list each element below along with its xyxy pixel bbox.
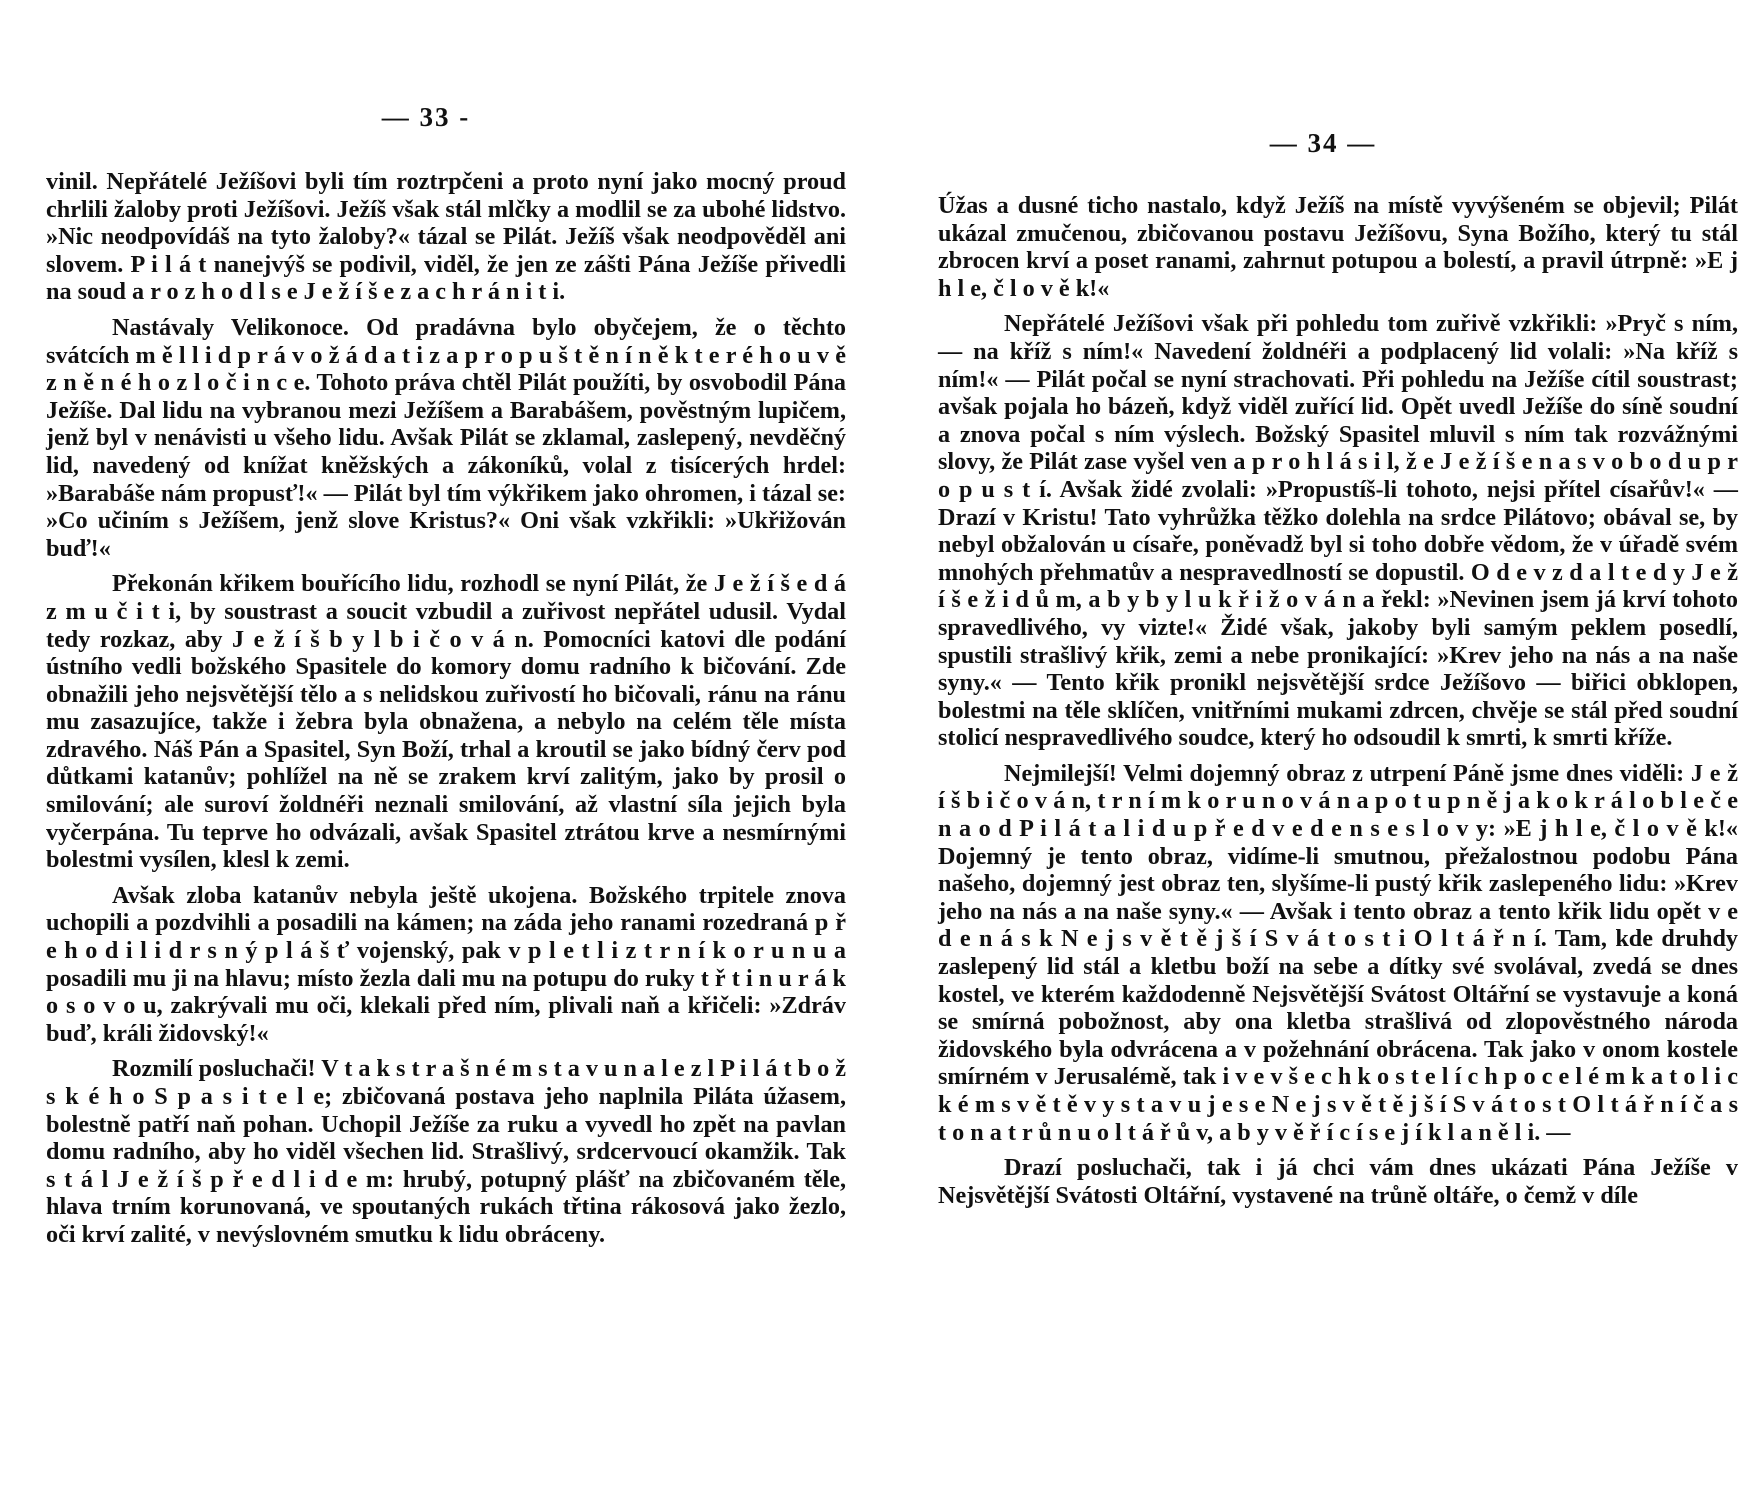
paragraph: Úžas a dusné ticho nastalo, když Ježíš na místě vyvýšeném se objevil; Pilát ukázal zmučenou, zbičovanou postavu Ježíšovu, Syna Božího, který tu stál zbrocen krví a poset ranami, zahrnut potupou a bolestí, a pravil útrpně: »E j h l e, č l o v ě k!«: [938, 192, 1738, 302]
paragraph: vinil. Nepřátelé Ježíšovi byli tím roztrpčeni a proto nyní jako mocný proud chrlili žaloby proti Ježíšovi. Ježíš však stál mlčky a modlil se za ubohé lidstvo. »Nic neodpovídáš na tyto žaloby?« tázal se Pilát. Ježíš však neodpověděl ani slovem. P i l á t nanejvýš se podivil, viděl, že jen ze zášti Pána Ježíše přivedli na soud a r o z h o d l s e J e ž í š e z a c h r á n i t i.: [46, 168, 846, 306]
right-page: [938, 0, 1738, 1209]
paragraph: Nastávaly Velikonoce. Od pradávna bylo obyčejem, že o těchto svátcích m ě l l i d p r á v o ž á d a t i z a p r o p u š t ě n í n ě k t e r é h o u v ě z n ě n é h o z l o č i n c e. Tohoto práva chtěl Pilát použíti, by osvobodil Pána Ježíše. Dal lidu na vybranou mezi Ježíšem a Barabášem, pověstným lupičem, jenž byl v nenávisti u všeho lidu. Avšak Pilát se zklamal, zaslepený, nevděčný lid, navedený od knížat kněžských a zákoníků, volal z tisícerých hrdel: »Barabáše nám propusť!« — Pilát byl tím výkřikem jako ohromen, i tázal se: »Co učiním s Ježíšem, jenž slove Kristus?« Oni však vzkřikli: »Ukřižován buď!«: [46, 313, 846, 562]
paragraph: Nejmilejší! Velmi dojemný obraz z utrpení Páně jsme dnes viděli: J e ž í š b i č o v á n, t r n í m k o r u n o v á n a p o t u p n ě j a k o k r á l o b l e č e n a o d P i l á t a l i d u p ř e d v e d e n s e s l o v y: »E j h l e, č l o v ě k!« Dojemný je tento obraz, vidíme-li smutnou, přežalostnou podobu Pána našeho, dojemný jest obraz ten, slyšíme-li pustý křik zaslepeného lidu: »Krev jeho na nás a na naše syny.« — Avšak i tento obraz a tento křik lidu opět v e d e n á s k N e j s v ě t ě j š í S v á t o s t i O l t á ř n í. Tam, kde druhdy zaslepený lid stál a kletbu boží na sebe a dítky své svolával, zvedá se dnes kostel, ve kterém každodenně Nejsvětější Svátost Oltářní se vystavuje a koná se smírná pobožnost, aby ona kletba strašlivá od zlopověstného národa židovského byla odvrácena a v požehnání obrácena. Tak jako v onom kostele smírném v Jerusalémě, tak i v e v š e c h k o s t e l í c h p o c e l é m k a t o l i c k é m s v ě t ě v y s t a v u j e s e N e j s v ě t ě j š í S v á t o s t O l t á ř n í č a s t o n a t r ů n u o l t á ř ů v, a b y v ě ř í c í s e j í k l a n ě l i. —: [938, 759, 1738, 1146]
paragraph: Drazí posluchači, tak i já chci vám dnes ukázati Pána Ježíše v Nejsvětější Svátosti Oltářní, vystavené na trůně oltáře, o čemž v díle: [938, 1154, 1738, 1209]
left-page: [46, 0, 846, 1249]
page-number: — 33 -: [381, 102, 471, 132]
page-number: — 34 —: [1269, 128, 1377, 158]
paragraph: Překonán křikem bouřícího lidu, rozhodl se nyní Pilát, že J e ž í š e d á z m u č i t i, by soustrast a soucit vzbudil a zuřivost nepřátel udusil. Vydal tedy rozkaz, aby J e ž í š b y l b i č o v á n. Pomocníci katovi dle podání ústního vedli božského Spasitele do komory domu radního k bičování. Zde obnažili jeho nejsvětější tělo a s nelidskou zuřivostí ho bičovali, ránu na ránu mu zasazujíce, takže i žebra byla obnažena, a nebylo na celém těle místa zdravého. Náš Pán a Spasitel, Syn Boží, trhal a kroutil se jako bídný červ pod důtkami katanův; pohlížel na ně se zrakem krví zalitým, jako by prosil o smilování; ale suroví žoldnéři neznali smilování, až vlastní síla jejich byla vyčerpána. Tu teprve ho odvázali, avšak Spasitel ztrátou krve a nesmírnými bolestmi vysílen, klesl k zemi.: [46, 570, 846, 874]
paragraph: Avšak zloba katanův nebyla ještě ukojena. Božského trpitele znova uchopili a pozdvihli a posadili na kámen; na záda jeho ranami rozedraná p ř e h o d i l i d r s n ý p l á š ť vojenský, pak v p l e t l i z t r n í k o r u n u a posadili mu ji na hlavu; místo žezla dali mu na potupu do ruky t ř t i n u r á k o s o v o u, zakrývali mu oči, klekali před ním, plivali naň a křičeli: »Zdráv buď, králi židovský!«: [46, 881, 846, 1047]
paragraph: Rozmilí posluchači! V t a k s t r a š n é m s t a v u n a l e z l P i l á t b o ž s k é h o S p a s i t e l e; zbičovaná postava jeho naplnila Piláta úžasem, bolestně patří naň pohan. Uchopil Ježíše za ruku a vyvedl ho zpět na pavlan domu radního, aby ho viděl všechen lid. Strašlivý, srdcervoucí okamžik. Tak s t á l J e ž í š p ř e d l i d e m: hrubý, potupný plášť na zbičovaném těle, hlava trním korunovaná, ve spoutaných rukách třtina rákosová jako žezlo, oči krví zalité, v nevýslovném smutku k lidu obráceny.: [46, 1055, 846, 1248]
paragraph: Nepřátelé Ježíšovi však při pohledu tom zuřivě vzkřikli: »Pryč s ním, — na kříž s ním!« Navedení žoldnéři a podplacený lid volali: »Na kříž s ním!« — Pilát počal se nyní strachovati. Při pohledu na Ježíše cítil soustrast; avšak pojala ho bázeň, když viděl zuřící lid. Opět uvedl Ježíše do síně soudní a znova počal s ním výslech. Božský Spasitel mluvil s ním tak rozvážnými slovy, že Pilát zase vyšel ven a p r o h l á s i l, ž e J e ž í š e n a s v o b o d u p r o p u s t í. Avšak židé zvolali: »Propustíš-li tohoto, nejsi přítel císařův!« — Drazí v Kristu! Tato vyhrůžka těžko dolehla na srdce Pilátovo; obával se, by nebyl obžalován u císaře, poněvadž byl si toho dobře vědom, že v úřadě svém mnohých přehmatův a nespravedlností se dopustil. O d e v z d a l t e d y J e ž í š e ž i d ů m, a b y b y l u k ř i ž o v á n a řekl: »Nevinen jsem já krví tohoto spravedlivého, vy vizte!« Židé však, jakoby byli samým peklem posedlí, spustili strašlivý křik, zemi a nebe pronikající: »Krev jeho na nás a na naše syny.« — Tento křik pronikl nejsvětější srdce Ježíšovo — biřici obklopen, bolestmi na těle sklíčen, vnitřními mukami zdrcen, chvěje se stál před soudní stolicí nespravedlivého soudce, který ho odsoudil k smrti, k smrti kříže.: [938, 310, 1738, 752]
